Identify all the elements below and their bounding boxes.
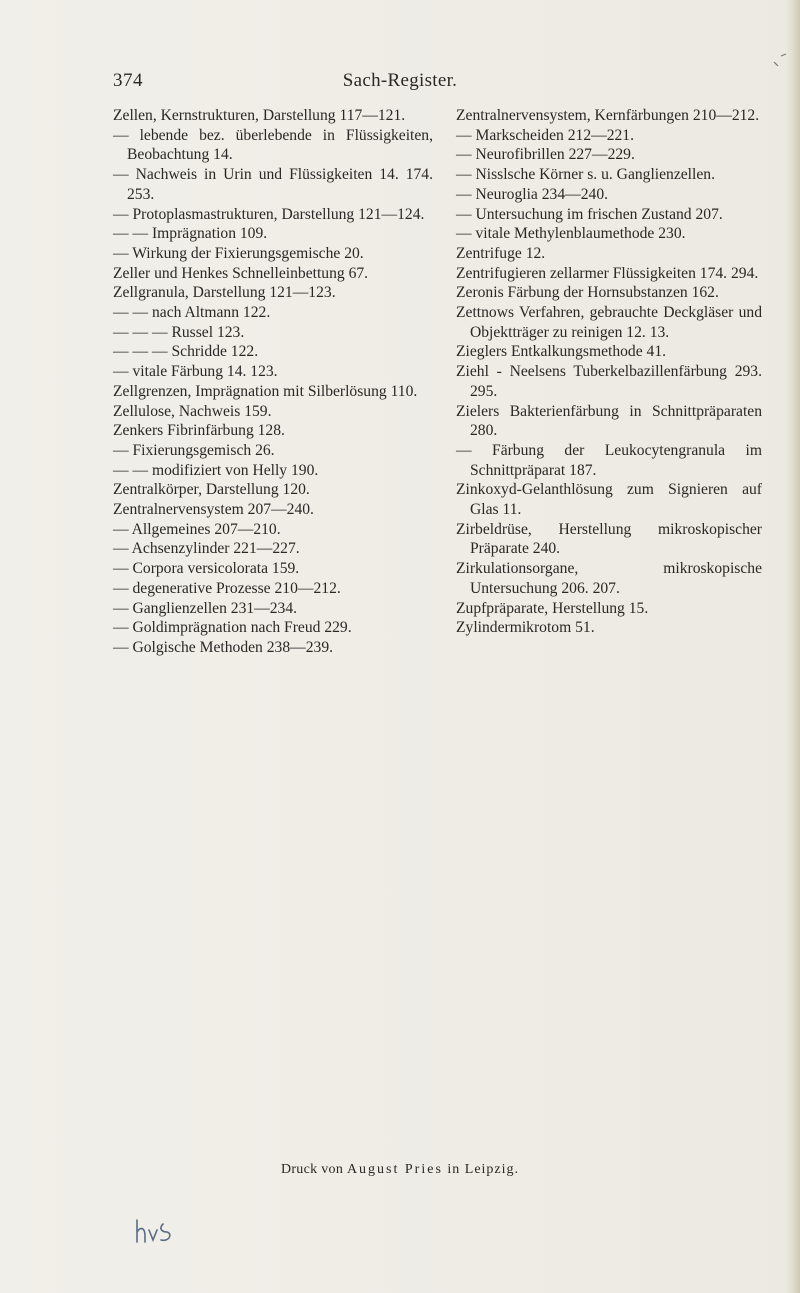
index-entry: — Färbung der Leukocytengranula im Schnittpräparat 187. — [456, 441, 762, 479]
index-entry: — Fixierungsgemisch 26. — [113, 441, 275, 459]
index-entry: Zirkulationsorgane, mikroskopische Untersuchung 206. 207. — [456, 560, 762, 597]
index-entry: Zentralkörper, Darstellung 120. — [113, 481, 310, 499]
index-entry: — vitale Methylenblaumethode 230. — [456, 225, 686, 243]
imprint-prefix: Druck von — [280, 1162, 347, 1177]
imprint-suffix: in Leipzig. — [442, 1162, 520, 1177]
index-entry: — Untersuchung im frischen Zustand 207. — [456, 205, 723, 223]
printer-imprint — [0, 1162, 800, 1178]
index-entry: — Markscheiden 212—221. — [456, 126, 634, 144]
index-entry: Zentralnervensystem, Kernfärbungen 210—212. — [456, 107, 760, 124]
index-entry: — Neurofibrillen 227—229. — [456, 146, 635, 164]
page-header — [0, 70, 800, 94]
index-entry: — Allgemeines 207—210. — [113, 520, 281, 538]
index-entry: Zenkers Fibrinfärbung 128. — [113, 422, 285, 440]
index-entry: — Neuroglia 234—240. — [456, 185, 609, 203]
index-entry: — vitale Färbung 14. 123. — [113, 363, 278, 381]
imprint-printer-name: August Pries — [346, 1162, 443, 1177]
pencil-annotation — [133, 1218, 177, 1244]
index-entry: — Golgische Methoden 238—239. — [113, 638, 334, 656]
index-entry: Zinkoxyd-Gelanthlösung zum Signieren auf Glas 11. — [456, 481, 762, 519]
index-entry: — — nach Altmann 122. — [113, 304, 271, 322]
page-number: 374 — [113, 70, 143, 91]
index-entry: Zentralnervensystem 207—240. — [113, 501, 314, 519]
index-entry: — Wirkung der Fixierungsgemische 20. — [113, 244, 364, 262]
index-entry: Zupfpräparate, Herstellung 15. — [456, 599, 649, 617]
index-entry: — degenerative Prozesse 210—212. — [113, 579, 341, 597]
index-entry: — — modifiziert von Helly 190. — [113, 461, 319, 479]
index-entry: Ziehl - Neelsens Tuberkelbazillenfärbung 293. 295. — [456, 363, 762, 400]
index-entry: — Corpora versicolorata 159. — [113, 560, 300, 578]
index-entry: — Protoplasmastrukturen, Darstellung 121—124. — [113, 205, 425, 223]
index-entry: Zentrifugieren zellarmer Flüssigkeiten 174. 294. — [456, 264, 759, 282]
index-entry: Zentrifuge 12. — [456, 244, 546, 262]
index-entry: — Goldimprägnation nach Freud 229. — [113, 619, 352, 637]
index-entry: — lebende bez. überlebende in Flüssigkeiten, Beobachtung 14. — [113, 126, 433, 164]
index-entry: — Achsenzylinder 221—227. — [113, 540, 300, 558]
index-entry: Zylindermikrotom 51. — [456, 619, 595, 637]
index-entry: Zielers Bakterienfärbung in Schnittpräparaten 280. — [456, 402, 762, 440]
running-title: Sach-Register. — [342, 70, 458, 91]
index-entry: — Ganglienzellen 231—234. — [113, 599, 298, 617]
index-entry: Zettnows Verfahren, gebrauchte Deckgläser und Objektträger zu reinigen 12. 13. — [456, 304, 762, 341]
index-entry: — Nisslsche Körner s. u. Ganglienzellen. — [456, 166, 715, 184]
page-edge-shadow — [786, 0, 800, 1293]
index-entry: — — — Russel 123. — [113, 323, 245, 341]
index-entry: — — Imprägnation 109. — [113, 225, 268, 243]
index-entry: Zellen, Kernstrukturen, Darstellung 117—121. — [113, 107, 406, 124]
index-entry: Zirbeldrüse, Herstellung mikroskopischer Präparate 240. — [456, 520, 762, 558]
index-entry: Zeronis Färbung der Hornsubstanzen 162. — [456, 284, 719, 302]
index-entry: — — — Schridde 122. — [113, 343, 259, 361]
index-entry: — Nachweis in Urin und Flüssigkeiten 14. 174. 253. — [113, 166, 433, 203]
index-entry: Zellgrenzen, Imprägnation mit Silberlösung 110. — [113, 382, 418, 400]
index-entry: Zellulose, Nachweis 159. — [113, 402, 272, 420]
corner-pencil-mark — [772, 52, 790, 68]
index-entry: Zellgranula, Darstellung 121—123. — [113, 284, 336, 302]
index-entry: Zeller und Henkes Schnelleinbettung 67. — [113, 264, 369, 282]
index-column-right — [456, 106, 762, 638]
index-entry: Zieglers Entkalkungsmethode 41. — [456, 343, 667, 361]
index-column-left — [113, 106, 433, 658]
